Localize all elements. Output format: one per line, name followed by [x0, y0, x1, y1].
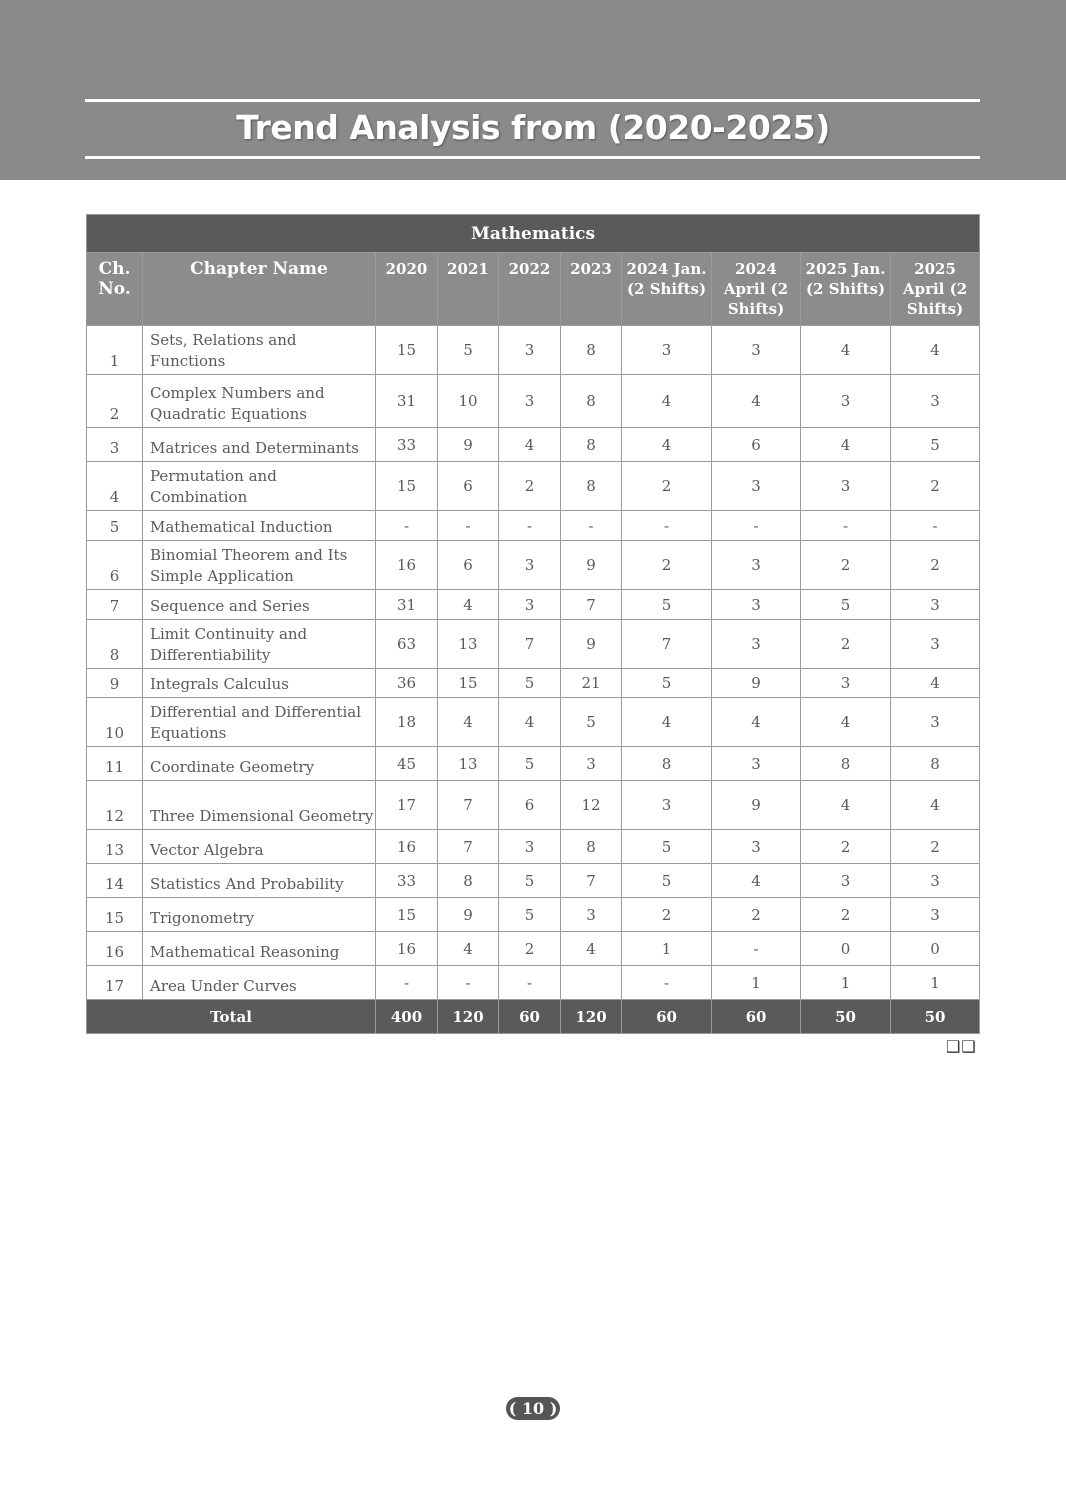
chapter-name-cell: Vector Algebra: [143, 830, 376, 864]
value-cell: 8: [561, 375, 622, 428]
value-cell: 3: [499, 830, 561, 864]
value-cell: 16: [376, 541, 438, 590]
trend-table: [86, 214, 980, 1034]
value-cell: 5: [438, 326, 499, 375]
value-cell: 8: [561, 830, 622, 864]
value-cell: 1: [801, 966, 891, 1000]
value-cell: 3: [499, 375, 561, 428]
column-header: 2021: [438, 253, 499, 326]
chapter-name-cell: Sequence and Series: [143, 590, 376, 620]
value-cell: -: [438, 966, 499, 1000]
value-cell: 3: [561, 898, 622, 932]
value-cell: 3: [712, 830, 801, 864]
table-row: [87, 326, 980, 375]
chapter-name-cell: Area Under Curves: [143, 966, 376, 1000]
value-cell: 8: [561, 428, 622, 462]
value-cell: 4: [499, 428, 561, 462]
total-cell: 60: [712, 1000, 801, 1034]
value-cell: 4: [561, 932, 622, 966]
chapter-name-cell: Three Dimensional Geometry: [143, 781, 376, 830]
table-row: [87, 620, 980, 669]
value-cell: 45: [376, 747, 438, 781]
value-cell: 2: [622, 462, 712, 511]
chapter-name-cell: Limit Continuity and Differentiability: [143, 620, 376, 669]
value-cell: 2: [622, 541, 712, 590]
chapter-name-cell: Trigonometry: [143, 898, 376, 932]
value-cell: 4: [438, 698, 499, 747]
value-cell: 5: [801, 590, 891, 620]
value-cell: 5: [891, 428, 980, 462]
value-cell: 2: [801, 830, 891, 864]
table-body: [87, 326, 980, 1000]
table-row: [87, 669, 980, 698]
value-cell: 8: [561, 462, 622, 511]
table-row: [87, 898, 980, 932]
value-cell: 7: [561, 590, 622, 620]
value-cell: 3: [712, 541, 801, 590]
value-cell: -: [891, 511, 980, 541]
value-cell: 21: [561, 669, 622, 698]
value-cell: 2: [712, 898, 801, 932]
value-cell: 1: [622, 932, 712, 966]
chapter-number-cell: 14: [87, 864, 143, 898]
value-cell: 15: [376, 326, 438, 375]
total-cell: 400: [376, 1000, 438, 1034]
value-cell: 3: [801, 462, 891, 511]
value-cell: 3: [712, 326, 801, 375]
value-cell: 3: [891, 864, 980, 898]
chapter-number-cell: 5: [87, 511, 143, 541]
value-cell: 4: [438, 932, 499, 966]
chapter-number-cell: 7: [87, 590, 143, 620]
value-cell: -: [499, 966, 561, 1000]
value-cell: 5: [499, 864, 561, 898]
total-cell: 60: [499, 1000, 561, 1034]
value-cell: 33: [376, 864, 438, 898]
total-cell: 120: [561, 1000, 622, 1034]
table-row: [87, 541, 980, 590]
value-cell: 5: [622, 864, 712, 898]
value-cell: 15: [376, 462, 438, 511]
value-cell: 3: [891, 698, 980, 747]
value-cell: 8: [622, 747, 712, 781]
value-cell: 4: [712, 698, 801, 747]
chapter-name-cell: Coordinate Geometry: [143, 747, 376, 781]
value-cell: 3: [561, 747, 622, 781]
value-cell: 36: [376, 669, 438, 698]
value-cell: -: [712, 932, 801, 966]
chapter-number-cell: 9: [87, 669, 143, 698]
value-cell: 4: [622, 375, 712, 428]
chapter-name-cell: Binomial Theorem and Its Simple Application: [143, 541, 376, 590]
table-row: [87, 698, 980, 747]
column-header: Chapter Name: [143, 253, 376, 326]
chapter-name-cell: Mathematical Induction: [143, 511, 376, 541]
value-cell: 15: [376, 898, 438, 932]
value-cell: 1: [891, 966, 980, 1000]
value-cell: 7: [438, 781, 499, 830]
value-cell: -: [622, 966, 712, 1000]
value-cell: 31: [376, 590, 438, 620]
value-cell: 4: [891, 781, 980, 830]
value-cell: 6: [499, 781, 561, 830]
header-bottom-rule: [85, 156, 980, 159]
total-row: [87, 1000, 980, 1034]
value-cell: 3: [622, 326, 712, 375]
chapter-number-cell: 8: [87, 620, 143, 669]
column-header: 2024 Jan. (2 Shifts): [622, 253, 712, 326]
total-label: Total: [87, 1000, 376, 1034]
value-cell: 2: [891, 830, 980, 864]
table-row: [87, 966, 980, 1000]
value-cell: -: [438, 511, 499, 541]
value-cell: 3: [801, 669, 891, 698]
value-cell: 5: [622, 830, 712, 864]
value-cell: 2: [891, 462, 980, 511]
value-cell: 10: [438, 375, 499, 428]
value-cell: 5: [499, 747, 561, 781]
chapter-name-cell: Integrals Calculus: [143, 669, 376, 698]
value-cell: 2: [801, 541, 891, 590]
value-cell: 2: [891, 541, 980, 590]
chapter-name-cell: Mathematical Reasoning: [143, 932, 376, 966]
value-cell: 12: [561, 781, 622, 830]
value-cell: 3: [499, 590, 561, 620]
chapter-number-cell: 3: [87, 428, 143, 462]
chapter-number-cell: 13: [87, 830, 143, 864]
table-row: [87, 932, 980, 966]
value-cell: 4: [801, 698, 891, 747]
chapter-number-cell: 15: [87, 898, 143, 932]
chapter-name-cell: Matrices and Determinants: [143, 428, 376, 462]
value-cell: [561, 966, 622, 1000]
value-cell: 7: [438, 830, 499, 864]
value-cell: 17: [376, 781, 438, 830]
value-cell: 5: [622, 590, 712, 620]
value-cell: 8: [801, 747, 891, 781]
chapter-name-cell: Complex Numbers and Quadratic Equations: [143, 375, 376, 428]
value-cell: 5: [499, 669, 561, 698]
value-cell: 2: [499, 932, 561, 966]
value-cell: 3: [499, 541, 561, 590]
chapter-number-cell: 10: [87, 698, 143, 747]
value-cell: 16: [376, 830, 438, 864]
value-cell: 3: [891, 590, 980, 620]
total-cell: 50: [801, 1000, 891, 1034]
chapter-number-cell: 6: [87, 541, 143, 590]
value-cell: -: [499, 511, 561, 541]
table-row: [87, 375, 980, 428]
value-cell: 2: [499, 462, 561, 511]
chapter-name-cell: Differential and Differential Equations: [143, 698, 376, 747]
chapter-number-cell: 11: [87, 747, 143, 781]
value-cell: 16: [376, 932, 438, 966]
value-cell: 3: [801, 864, 891, 898]
value-cell: 4: [712, 375, 801, 428]
value-cell: -: [376, 511, 438, 541]
value-cell: 5: [622, 669, 712, 698]
value-cell: 3: [801, 375, 891, 428]
value-cell: 2: [801, 898, 891, 932]
table-row: [87, 864, 980, 898]
table-row: [87, 428, 980, 462]
value-cell: 6: [712, 428, 801, 462]
chapter-name-cell: Permutation and Combination: [143, 462, 376, 511]
value-cell: 3: [712, 747, 801, 781]
value-cell: 3: [712, 462, 801, 511]
chapter-number-cell: 17: [87, 966, 143, 1000]
value-cell: 2: [801, 620, 891, 669]
value-cell: 4: [622, 698, 712, 747]
value-cell: 3: [891, 375, 980, 428]
subject-title: Mathematics: [87, 215, 980, 253]
value-cell: 2: [622, 898, 712, 932]
column-header: 2025 Jan. (2 Shifts): [801, 253, 891, 326]
value-cell: 0: [801, 932, 891, 966]
value-cell: 15: [438, 669, 499, 698]
total-cell: 60: [622, 1000, 712, 1034]
table-row: [87, 830, 980, 864]
chapter-number-cell: 16: [87, 932, 143, 966]
value-cell: 9: [438, 898, 499, 932]
value-cell: 6: [438, 462, 499, 511]
column-header: 2023: [561, 253, 622, 326]
value-cell: -: [561, 511, 622, 541]
value-cell: 9: [561, 620, 622, 669]
value-cell: 7: [499, 620, 561, 669]
column-header: 2020: [376, 253, 438, 326]
value-cell: 3: [712, 590, 801, 620]
value-cell: 6: [438, 541, 499, 590]
value-cell: 4: [801, 428, 891, 462]
value-cell: 1: [712, 966, 801, 1000]
value-cell: 31: [376, 375, 438, 428]
column-header: 2025 April (2 Shifts): [891, 253, 980, 326]
value-cell: 8: [438, 864, 499, 898]
header-top-rule: [85, 99, 980, 102]
chapter-number-cell: 2: [87, 375, 143, 428]
value-cell: 9: [712, 781, 801, 830]
header-band: [0, 0, 1066, 180]
value-cell: -: [712, 511, 801, 541]
total-cell: 50: [891, 1000, 980, 1034]
value-cell: 3: [891, 898, 980, 932]
value-cell: 5: [561, 698, 622, 747]
value-cell: 3: [499, 326, 561, 375]
value-cell: 13: [438, 620, 499, 669]
value-cell: 9: [438, 428, 499, 462]
value-cell: 18: [376, 698, 438, 747]
value-cell: 4: [438, 590, 499, 620]
value-cell: 4: [891, 326, 980, 375]
value-cell: 4: [499, 698, 561, 747]
column-header: 2022: [499, 253, 561, 326]
value-cell: 8: [561, 326, 622, 375]
value-cell: 7: [561, 864, 622, 898]
table-row: [87, 462, 980, 511]
total-cell: 120: [438, 1000, 499, 1034]
value-cell: 3: [622, 781, 712, 830]
end-of-section-mark: ❑❑: [946, 1037, 977, 1056]
value-cell: 4: [801, 781, 891, 830]
value-cell: 63: [376, 620, 438, 669]
page-title: Trend Analysis from (2020-2025): [236, 108, 830, 147]
value-cell: 0: [891, 932, 980, 966]
value-cell: 33: [376, 428, 438, 462]
value-cell: 3: [712, 620, 801, 669]
column-header: Ch. No.: [87, 253, 143, 326]
table-row: [87, 781, 980, 830]
value-cell: 9: [561, 541, 622, 590]
chapter-name-cell: Statistics And Probability: [143, 864, 376, 898]
chapter-name-cell: Sets, Relations and Functions: [143, 326, 376, 375]
value-cell: -: [376, 966, 438, 1000]
page-number: ( 10 ): [506, 1397, 560, 1420]
value-cell: 4: [622, 428, 712, 462]
value-cell: 13: [438, 747, 499, 781]
table-row: [87, 511, 980, 541]
value-cell: -: [622, 511, 712, 541]
value-cell: 9: [712, 669, 801, 698]
value-cell: 7: [622, 620, 712, 669]
chapter-number-cell: 1: [87, 326, 143, 375]
value-cell: -: [801, 511, 891, 541]
value-cell: 4: [891, 669, 980, 698]
value-cell: 4: [712, 864, 801, 898]
value-cell: 5: [499, 898, 561, 932]
chapter-number-cell: 4: [87, 462, 143, 511]
table-row: [87, 590, 980, 620]
value-cell: 8: [891, 747, 980, 781]
column-header: 2024 April (2 Shifts): [712, 253, 801, 326]
value-cell: 4: [801, 326, 891, 375]
chapter-number-cell: 12: [87, 781, 143, 830]
table-row: [87, 747, 980, 781]
value-cell: 3: [891, 620, 980, 669]
